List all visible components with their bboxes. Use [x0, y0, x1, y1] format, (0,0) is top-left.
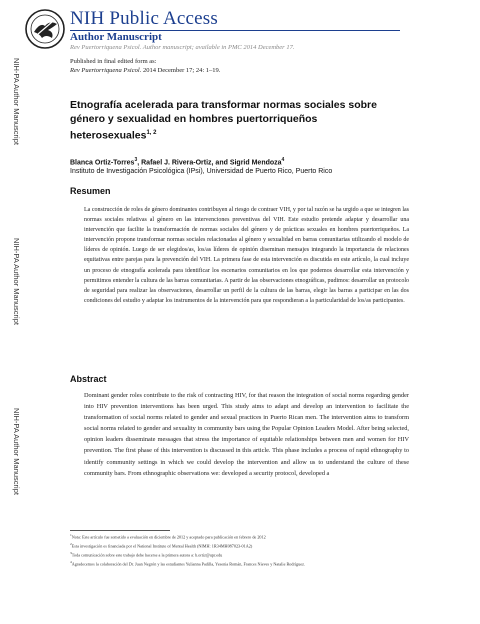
footnote-mark: 4 — [70, 559, 72, 564]
resumen-body — [84, 205, 409, 306]
affiliation: Instituto de Investigación Psicológica (IPsi), Universidad de Puerto Rico, Puerto Rico — [70, 168, 333, 175]
author-list — [70, 157, 450, 166]
other-authors: , Rafael J. Rivera-Ortiz, and Sigrid Mendoza — [137, 159, 282, 167]
article-title — [70, 98, 390, 143]
side-label-author-manuscript: NIH-PA Author Manuscript — [12, 408, 21, 495]
footnote-text: Esta investigación es financiada por el National Institute of Mental Health (NIMH: 1R34MH087023-01A2) — [71, 543, 253, 549]
published-form-line: Published in final edited form as: — [70, 58, 157, 65]
first-author: Blanca Ortiz-Torres — [70, 159, 135, 167]
side-label-author-manuscript: NIH-PA Author Manuscript — [12, 238, 21, 325]
footnote — [70, 550, 420, 559]
footnote-text: Toda comunicación sobre este trabajo debe hacerse a la primera autora a: b.ortiz@upr.edu — [71, 552, 223, 558]
publication-info — [70, 57, 220, 75]
footnote — [70, 541, 420, 550]
resumen-paragraph: La construcción de roles de género dominantes contribuyen al riesgo de contraer VIH, y por tal razón se ha urgido a que se integren las normas sociales relativas al género en las intervenciones preventivas del VIH. Este estudio pretende adaptar y desarrollar una intervención que facilite la transformación de normas sociales del género y de prácticas sexuales en hombres puertorriqueños. La intervención propone transformar normas sociales relacionadas al género y sexualidad en barras comunitarias utilizando el modelo de líderes de opinión. Luego de ser elegidos/as, los/as líderes de opinión diseminan mensajes integrando la importancia de relaciones equitativas entre parejas para la prevención del VIH. La primera fase de esta intervención es discutida en este artículo, la cual incluye un proceso de etnografía acelerada para identificar los escenarios comunitarios en los que podemos desarrollar esta intervención y permitimos entender la cultura de las barras comunitarias. A partir de las observaciones etnográficas, pudimos: desarrollar un protocolo de seguridad para realizar las observaciones, desarrollar un perfil de la cultura de las barras, elegir las barras a participar en las dos condiciones del estudio y adaptar los instrumentos de la intervención para que respondieran a la particularidad de los/as participantes. — [84, 207, 409, 304]
citation-details: . 2014 December 17; 24: 1–19. — [139, 67, 221, 74]
footnote — [70, 559, 420, 568]
footnote-mark: 1 — [70, 533, 72, 537]
resumen-heading: Resumen — [70, 186, 111, 196]
author-footnote-mark: 4 — [281, 157, 285, 163]
hhs-eagle-logo-icon — [24, 8, 66, 50]
footnote-mark: 3 — [70, 550, 72, 555]
author-footnote-mark: 3 — [134, 157, 138, 163]
side-label-author-manuscript: NIH-PA Author Manuscript — [12, 58, 21, 145]
abstract-paragraph: Dominant gender roles contribute to the risk of contracting HIV, for that reason the integration of social norms regarding gender into HIV prevention interventions has been urged. This study aims to adapt and develop an intervention to facilitate the transformation of social norms related to gender and sexual practices in Puerto Rican men. The intervention aims to transform social norms related to gender and sexuality in community bars using the Popular Opinion Leaders Model. After being selected, opinion leaders disseminate messages that stress the importance of equitable relationships between men and women for HIV prevention. The first phase of this intervention is discussed in this article. This phase includes a process of rapid ethnography to identify community settings in which we could develop the intervention and allow us to understand the culture of these community bars. From ethnographic observations we: developed a security protocol, developed a — [84, 392, 409, 477]
footnote-mark: 2 — [70, 541, 72, 546]
footnote — [70, 532, 420, 541]
citation-line — [70, 66, 220, 75]
footnotes — [70, 532, 420, 568]
author-manuscript-label: Author Manuscript — [70, 31, 162, 43]
article-title-text: Etnografía acelerada para transformar normas sociales sobre género y sexualidad en hombres puertorriqueños heterosexuales — [70, 99, 377, 142]
footnote-text: Nota: Este artículo fue sometido a evaluación en diciembre de 2012 y aceptado para publicación en febrero de 2012 — [71, 534, 266, 540]
title-footnote-marks: 1, 2 — [146, 130, 157, 136]
journal-name: Rev Puertorriquena Psicol — [70, 67, 140, 74]
footnote-rule — [70, 530, 170, 531]
nih-public-access-title: NIH Public Access — [70, 8, 218, 29]
footnote-text: Agradecemos la colaboración del Dr. Juan Negrón y las estudiantes Yulianna Padilla, Yesenia Román, Frances Nieves y Natalie Rodríguez. — [71, 561, 305, 567]
availability-note: Rev Puertorriquena Psicol. Author manuscript; available in PMC 2014 December 17. — [70, 44, 295, 51]
abstract-body — [84, 390, 409, 479]
abstract-heading: Abstract — [70, 374, 107, 384]
